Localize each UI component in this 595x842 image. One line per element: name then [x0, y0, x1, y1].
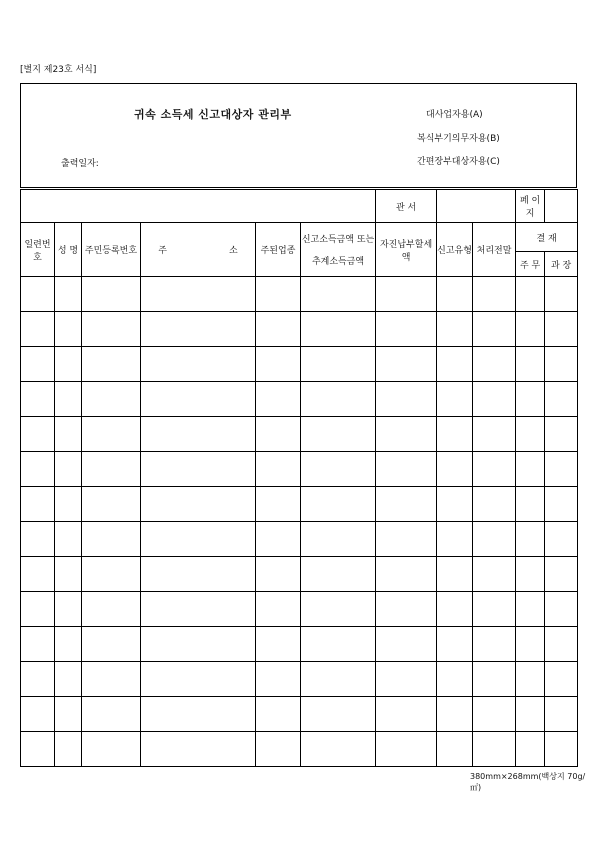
info-blank-cell	[21, 190, 376, 223]
table-cell	[516, 382, 545, 417]
type-b-label: 복식부기의무자용(B)	[417, 134, 500, 144]
table-cell	[256, 382, 301, 417]
table-row	[21, 452, 578, 487]
table-cell	[376, 592, 437, 627]
table-cell	[55, 382, 82, 417]
table-row	[21, 522, 578, 557]
form-title: 귀속 소득세 신고대상자 관리부	[134, 108, 292, 121]
table-cell	[82, 312, 141, 347]
table-cell	[545, 662, 578, 697]
table-cell	[473, 522, 516, 557]
table-cell	[256, 277, 301, 312]
table-cell	[376, 452, 437, 487]
table-cell	[473, 347, 516, 382]
table-cell	[301, 312, 376, 347]
table-cell	[82, 487, 141, 522]
table-cell	[141, 627, 256, 662]
table-cell	[473, 417, 516, 452]
table-cell	[82, 277, 141, 312]
table-cell	[55, 417, 82, 452]
table-row	[21, 382, 578, 417]
table-cell	[545, 557, 578, 592]
table-cell	[55, 347, 82, 382]
table-cell	[516, 452, 545, 487]
table-cell	[55, 697, 82, 732]
table-cell	[256, 312, 301, 347]
table-cell	[55, 452, 82, 487]
table-cell	[21, 452, 55, 487]
table-cell	[376, 662, 437, 697]
table-cell	[21, 312, 55, 347]
table-cell	[141, 592, 256, 627]
table-cell	[55, 627, 82, 662]
table-cell	[256, 417, 301, 452]
table-cell	[301, 557, 376, 592]
type-c-label: 간편장부대상자용(C)	[417, 157, 500, 167]
table-cell	[301, 697, 376, 732]
table-cell	[141, 277, 256, 312]
table-cell	[376, 627, 437, 662]
table-cell	[21, 277, 55, 312]
col-resident-no-header: 주민등록번호	[82, 223, 141, 277]
approval-staff-header: 주 무	[516, 252, 545, 277]
table-cell	[82, 417, 141, 452]
table-cell	[141, 662, 256, 697]
table-row	[21, 662, 578, 697]
table-row	[21, 732, 578, 767]
table-cell	[256, 452, 301, 487]
table-row	[21, 557, 578, 592]
income-label-2: 추계소득금액	[311, 257, 365, 267]
table-cell	[256, 627, 301, 662]
management-table	[20, 189, 578, 767]
address-label-2: 소	[229, 246, 238, 256]
table-cell	[437, 732, 473, 767]
table-cell	[21, 732, 55, 767]
table-cell	[256, 522, 301, 557]
table-cell	[141, 312, 256, 347]
income-label-1: 신고소득금액 또는	[301, 235, 375, 245]
table-cell	[473, 627, 516, 662]
table-cell	[256, 487, 301, 522]
table-cell	[55, 557, 82, 592]
table-row	[21, 312, 578, 347]
page-label: 페 이 지	[516, 190, 545, 223]
table-body	[21, 277, 578, 767]
table-cell	[437, 627, 473, 662]
table-cell	[516, 557, 545, 592]
table-cell	[21, 592, 55, 627]
table-cell	[141, 697, 256, 732]
paper-spec-note: 380mm×268mm(백상지 70g/㎡)	[470, 772, 586, 792]
table-cell	[55, 522, 82, 557]
table-cell	[473, 662, 516, 697]
table-cell	[21, 487, 55, 522]
table-row	[21, 592, 578, 627]
table-cell	[545, 522, 578, 557]
output-date-label: 출력일자:	[61, 159, 99, 169]
table-cell	[473, 382, 516, 417]
table-cell	[376, 557, 437, 592]
table-cell	[55, 312, 82, 347]
table-cell	[21, 417, 55, 452]
col-income-header	[301, 223, 376, 277]
table-cell	[376, 417, 437, 452]
table-cell	[545, 452, 578, 487]
table-cell	[301, 277, 376, 312]
table-cell	[141, 732, 256, 767]
table-cell	[301, 452, 376, 487]
table-cell	[545, 417, 578, 452]
table-cell	[437, 662, 473, 697]
col-self-tax-header: 자진납부할세액	[376, 223, 437, 277]
table-cell	[301, 382, 376, 417]
table-cell	[141, 417, 256, 452]
col-serial-header: 일련번호	[21, 223, 55, 277]
col-address-header	[141, 223, 256, 277]
table-cell	[473, 277, 516, 312]
table-cell	[545, 312, 578, 347]
table-cell	[516, 697, 545, 732]
table-cell	[21, 347, 55, 382]
table-cell	[376, 312, 437, 347]
table-cell	[376, 697, 437, 732]
table-cell	[82, 382, 141, 417]
table-row	[21, 417, 578, 452]
table-cell	[437, 312, 473, 347]
table-cell	[141, 452, 256, 487]
table-cell	[256, 662, 301, 697]
office-page-row	[21, 190, 578, 223]
table-row	[21, 487, 578, 522]
table-cell	[376, 277, 437, 312]
table-cell	[82, 732, 141, 767]
table-cell	[545, 382, 578, 417]
table-cell	[256, 557, 301, 592]
table-cell	[437, 522, 473, 557]
approval-chief-header: 과 장	[545, 252, 578, 277]
table-cell	[545, 592, 578, 627]
table-cell	[141, 382, 256, 417]
table-cell	[376, 382, 437, 417]
table-cell	[301, 522, 376, 557]
table-row	[21, 697, 578, 732]
table-cell	[82, 522, 141, 557]
table-cell	[473, 557, 516, 592]
table-cell	[301, 732, 376, 767]
col-processing-header: 처리전말	[473, 223, 516, 277]
form-header	[20, 83, 577, 188]
table-cell	[21, 522, 55, 557]
table-cell	[473, 487, 516, 522]
table-cell	[141, 522, 256, 557]
type-a-label: 대사업자용(A)	[426, 110, 483, 120]
table-cell	[516, 487, 545, 522]
table-cell	[141, 487, 256, 522]
column-header-row	[21, 223, 578, 252]
table-cell	[516, 732, 545, 767]
table-cell	[473, 732, 516, 767]
page-value	[545, 190, 578, 223]
table-cell	[82, 697, 141, 732]
table-cell	[256, 592, 301, 627]
form-number-label: [별지 제23호 서식]	[20, 65, 97, 75]
table-row	[21, 347, 578, 382]
table-cell	[437, 347, 473, 382]
table-cell	[301, 487, 376, 522]
table-cell	[437, 382, 473, 417]
office-label: 관 서	[376, 190, 437, 223]
col-approval-header: 결 재	[516, 223, 578, 252]
table-cell	[473, 697, 516, 732]
table-cell	[437, 592, 473, 627]
table-cell	[437, 697, 473, 732]
table-cell	[437, 487, 473, 522]
table-cell	[55, 732, 82, 767]
table-cell	[516, 627, 545, 662]
table-cell	[141, 557, 256, 592]
table-cell	[82, 662, 141, 697]
table-cell	[376, 732, 437, 767]
table-cell	[376, 347, 437, 382]
table-cell	[21, 557, 55, 592]
table-cell	[141, 347, 256, 382]
table-cell	[301, 592, 376, 627]
table-cell	[516, 347, 545, 382]
table-cell	[545, 487, 578, 522]
table-cell	[55, 592, 82, 627]
table-cell	[376, 522, 437, 557]
table-cell	[55, 662, 82, 697]
table-cell	[82, 347, 141, 382]
table-cell	[21, 662, 55, 697]
col-name-header: 성 명	[55, 223, 82, 277]
table-cell	[82, 592, 141, 627]
office-value	[437, 190, 516, 223]
table-row	[21, 627, 578, 662]
col-filing-type-header: 신고유형	[437, 223, 473, 277]
table-cell	[516, 312, 545, 347]
table-cell	[516, 277, 545, 312]
table-cell	[55, 487, 82, 522]
table-cell	[55, 277, 82, 312]
table-cell	[82, 627, 141, 662]
address-label-1: 주	[158, 246, 167, 256]
table-cell	[437, 557, 473, 592]
table-cell	[256, 347, 301, 382]
table-cell	[545, 627, 578, 662]
table-cell	[256, 732, 301, 767]
table-cell	[21, 627, 55, 662]
table-cell	[545, 347, 578, 382]
table-cell	[437, 417, 473, 452]
table-cell	[82, 557, 141, 592]
table-cell	[437, 452, 473, 487]
table-cell	[301, 662, 376, 697]
table-cell	[473, 592, 516, 627]
table-cell	[437, 277, 473, 312]
table-row	[21, 277, 578, 312]
table-cell	[82, 452, 141, 487]
table-cell	[301, 347, 376, 382]
table-cell	[545, 732, 578, 767]
table-cell	[516, 417, 545, 452]
table-cell	[473, 312, 516, 347]
table-cell	[473, 452, 516, 487]
table-cell	[21, 697, 55, 732]
table-cell	[545, 277, 578, 312]
table-cell	[301, 627, 376, 662]
table-cell	[256, 697, 301, 732]
table-cell	[516, 592, 545, 627]
table-cell	[516, 522, 545, 557]
table-cell	[545, 697, 578, 732]
table-cell	[516, 662, 545, 697]
col-business-header: 주된업종	[256, 223, 301, 277]
table-cell	[376, 487, 437, 522]
table-cell	[301, 417, 376, 452]
table-cell	[21, 382, 55, 417]
